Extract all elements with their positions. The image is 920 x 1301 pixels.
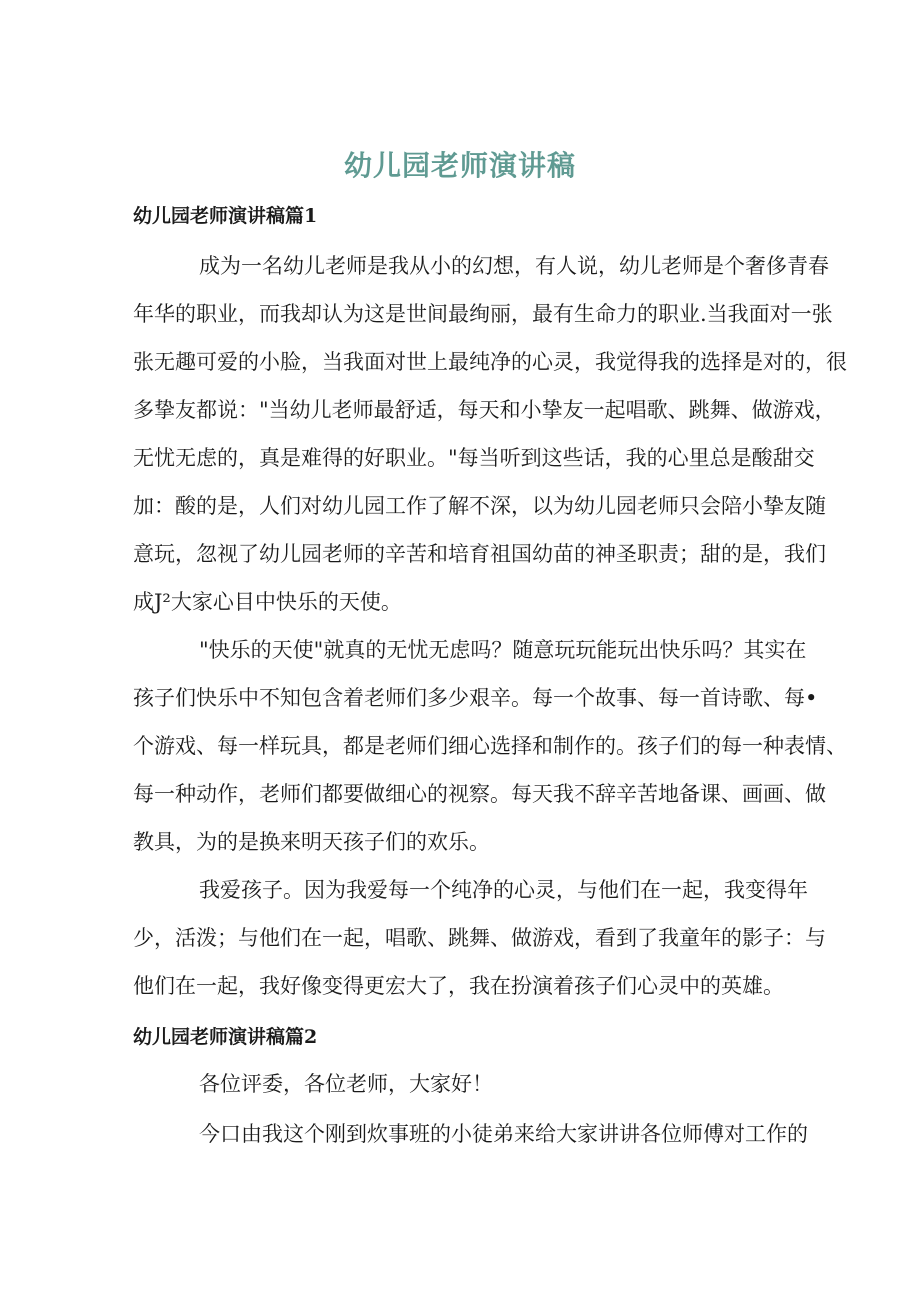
paragraph-line: 孩子们快乐中不知包含着老师们多少艰辛。每一个故事、每一首诗歌、每•	[133, 686, 818, 710]
paragraph-line: 意玩，忽视了幼儿园老师的辛苦和培育祖国幼苗的神圣职责；甜的是，我们	[133, 542, 826, 566]
paragraph-line: 成J²大家心目中快乐的天使。	[133, 590, 402, 614]
section-heading-1: 幼儿园老师演讲稿篇1	[133, 205, 318, 227]
paragraph-line: 每一种动作，老师们都要做细心的视察。每天我不辞辛苦地备课、画画、做	[133, 782, 826, 806]
paragraph-line: 加：酸的是，人们对幼儿园工作了解不深，以为幼儿园老师只会陪小挚友随	[133, 494, 826, 518]
paragraph	[133, 1110, 808, 1158]
paragraph-line: 各位评委，各位老师，大家好！	[199, 1072, 493, 1096]
paragraph-line: 张无趣可爱的小脸，当我面对世上最纯净的心灵，我觉得我的选择是对的，很	[133, 350, 847, 374]
paragraph-line: 他们在一起，我好像变得更宏大了，我在扮演着孩子们心灵中的英雄。	[133, 974, 784, 998]
paragraph-line: 少，活泼；与他们在一起，唱歌、跳舞、做游戏，看到了我童年的影子：与	[133, 926, 826, 950]
paragraph-line: 个游戏、每一样玩具，都是老师们细心选择和制作的。孩子们的每一种表情、	[133, 734, 847, 758]
document-title: 幼儿园老师演讲稿	[343, 149, 576, 182]
paragraph	[133, 1060, 793, 1108]
paragraph-line: 多挚友都说："当幼儿老师最舒适，每天和小挚友一起唱歌、跳舞、做游戏，	[133, 398, 836, 422]
paragraph-line: 无忧无虑的，真是难得的好职业。"每当听到这些话，我的心里总是酸甜交	[133, 446, 815, 470]
paragraph-line: 我爱孩子。因为我爱每一个纯净的心灵，与他们在一起，我变得年	[199, 878, 808, 902]
paragraph-line: "快乐的天使"就真的无忧无虑吗？随意玩玩能玩出快乐吗？其实在	[199, 638, 807, 662]
paragraph-line: 成为一名幼儿老师是我从小的幻想，有人说，幼儿老师是个奢侈青春	[199, 254, 829, 278]
section-heading-2: 幼儿园老师演讲稿篇2	[133, 1026, 318, 1048]
paragraph-line: 教具，为的是换来明天孩子们的欢乐。	[133, 830, 490, 854]
paragraph	[133, 242, 847, 626]
paragraph	[133, 626, 847, 866]
paragraph-line: 今口由我这个刚到炊事班的小徒弟来给大家讲讲各位师傅对工作的	[199, 1122, 808, 1146]
paragraph-line: 年华的职业，而我却认为这是世间最绚丽，最有生命力的职业.当我面对一张	[133, 302, 833, 326]
paragraph	[133, 866, 826, 1010]
